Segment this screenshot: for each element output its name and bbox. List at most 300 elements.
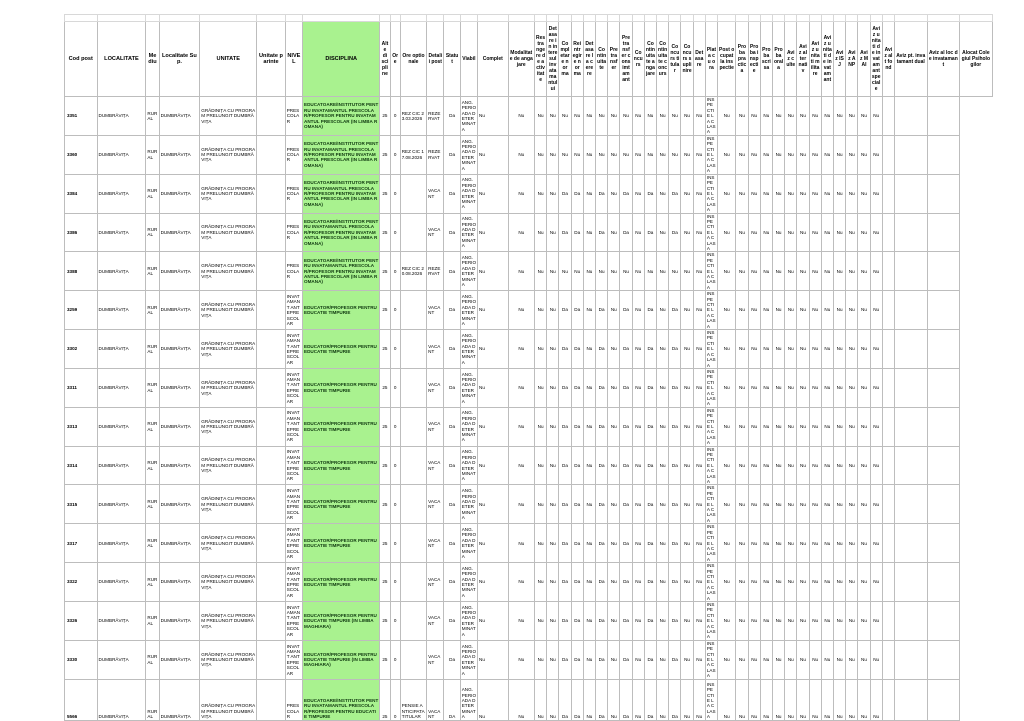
flag-cell: Nu	[846, 330, 858, 369]
flag-cell: Nu	[760, 135, 772, 174]
table-header	[65, 15, 993, 97]
table-cell: Nu	[478, 563, 509, 602]
column-header: Aviz alternativ	[797, 22, 809, 97]
flag-cell: Nu	[534, 97, 546, 136]
flag-cell: Nu	[797, 485, 809, 524]
flag-cell: Nu	[797, 97, 809, 136]
flag-cell: Nu	[657, 485, 669, 524]
flag-cell: Nu	[870, 135, 882, 174]
discipline-cell: EDUCATOR/PROFESOR PENTRU EDUCATIE TIMPURIE	[303, 330, 380, 369]
flag-cell: Nu	[583, 291, 595, 330]
table-cell: RURAL	[146, 524, 159, 563]
table-cell: DUMBRĂVIȚA	[97, 291, 146, 330]
inspection-cell: INSPECTIE LA CLASA	[705, 135, 717, 174]
discipline-cell: EDUCATOR/PROFESOR PENTRU EDUCATIE TIMPURIE	[303, 524, 380, 563]
flag-cell: Nu	[772, 174, 784, 213]
table-cell	[400, 174, 426, 213]
table-cell: Da	[444, 213, 460, 252]
flag-cell: Nu	[657, 213, 669, 252]
flag-cell: Nu	[608, 174, 620, 213]
empty-cell	[927, 174, 960, 213]
flag-cell: Nu	[718, 213, 736, 252]
table-cell: DUMBRĂVIȚA	[97, 640, 146, 679]
flag-cell: Nu	[797, 601, 809, 640]
flag-cell: Da	[669, 563, 681, 602]
table-row	[65, 640, 993, 679]
table-cell: 0	[390, 252, 400, 291]
post-code: 3314	[65, 446, 98, 485]
table-cell: DUMBRĂVIȚA	[97, 485, 146, 524]
flag-cell: Nu	[718, 252, 736, 291]
flag-cell: Nu	[583, 252, 595, 291]
flag-cell: Nu	[736, 330, 748, 369]
flag-cell: Nu	[657, 407, 669, 446]
flag-cell: Nu	[547, 601, 559, 640]
table-cell: Nu	[478, 174, 509, 213]
discipline-cell: EDUCATOARE/INSTITUTOR PENTRU INVATAMANTUL PRESCOLAR/PROFESOR PENTRU EDUCATIE TIMPURIE	[303, 679, 380, 720]
table-cell: Da	[444, 252, 460, 291]
empty-cell	[882, 330, 894, 369]
inspection-cell: INSPECTIE LA CLASA	[705, 213, 717, 252]
flag-cell: Da	[596, 679, 608, 720]
flag-cell: Nu	[760, 174, 772, 213]
table-cell: RURAL	[146, 174, 159, 213]
flag-cell: Nu	[821, 368, 833, 407]
flag-cell: Da	[596, 446, 608, 485]
flag-cell: Nu	[608, 640, 620, 679]
flag-cell: Nu	[772, 524, 784, 563]
column-header: DISCIPLINA	[303, 22, 380, 97]
table-cell: DUMBRĂVIȚA	[159, 252, 200, 291]
flag-cell: Nu	[821, 524, 833, 563]
table-cell: 0	[390, 640, 400, 679]
flag-cell: Nu	[772, 563, 784, 602]
flag-cell: Nu	[870, 407, 882, 446]
flag-cell: Nu	[718, 174, 736, 213]
flag-cell: Nu	[846, 291, 858, 330]
table-cell: VACANT	[427, 291, 444, 330]
table-row	[65, 601, 993, 640]
table-cell: Nu	[478, 213, 509, 252]
flag-cell: Nu	[833, 97, 845, 136]
flag-cell: Nu	[797, 679, 809, 720]
empty-cell	[894, 135, 927, 174]
table-cell: DUMBRĂVIȚA	[97, 407, 146, 446]
flag-cell: Nu	[736, 640, 748, 679]
flag-cell: Nu	[736, 97, 748, 136]
table-cell	[257, 524, 285, 563]
flag-cell: Nu	[736, 563, 748, 602]
empty-cell	[927, 97, 960, 136]
flag-cell: Nu	[681, 640, 693, 679]
flag-cell: Nu	[693, 679, 705, 720]
table-cell: VACANT	[427, 640, 444, 679]
inspection-cell: INSPECTIE LA CLASA	[705, 601, 717, 640]
flag-cell: Da	[620, 213, 632, 252]
column-header: Localitate Sup.	[159, 22, 200, 97]
flag-cell: Nu	[870, 485, 882, 524]
table-cell: 0	[390, 524, 400, 563]
flag-cell: Nu	[508, 368, 534, 407]
flag-cell: Nu	[858, 330, 870, 369]
discipline-cell: EDUCATOARE/INSTITUTOR PENTRU INVATAMANTUL PRESCOLAR/PROFESOR PENTRU INVATAMANTUL PRESCOLAR (IN LIMBA ROMANA)	[303, 213, 380, 252]
flag-cell: Nu	[772, 213, 784, 252]
table-cell: VACANT	[427, 524, 444, 563]
table-cell: VACANT	[427, 213, 444, 252]
column-header: Aviz unitati de invatamant	[821, 22, 833, 97]
flag-cell: Nu	[736, 524, 748, 563]
flag-cell: Nu	[657, 135, 669, 174]
flag-cell: Nu	[858, 407, 870, 446]
flag-cell: Nu	[681, 330, 693, 369]
empty-cell	[894, 679, 927, 720]
table-cell: DUMBRĂVIȚA	[159, 213, 200, 252]
flag-cell: Nu	[657, 330, 669, 369]
table-cell: INVATAMANT ANTEPRESCOLAR	[285, 291, 302, 330]
flag-cell: Nu	[657, 679, 669, 720]
spreadsheet-page	[64, 14, 992, 721]
flag-cell: Nu	[760, 563, 772, 602]
table-cell: ANG. PERIOADA DETERMINATA	[460, 407, 477, 446]
flag-cell: Nu	[693, 368, 705, 407]
flag-cell: Nu	[508, 446, 534, 485]
flag-cell: Nu	[681, 524, 693, 563]
table-cell: 0	[390, 135, 400, 174]
table-cell: ANG. PERIOADA DETERMINATA	[460, 213, 477, 252]
flag-cell: Nu	[559, 97, 571, 136]
flag-cell: Nu	[632, 407, 644, 446]
flag-cell: Nu	[534, 640, 546, 679]
table-cell: RURAL	[146, 485, 159, 524]
flag-cell: Nu	[785, 97, 797, 136]
flag-cell: Nu	[681, 291, 693, 330]
table-cell: DUMBRĂVIȚA	[159, 485, 200, 524]
table-cell	[400, 563, 426, 602]
flag-cell: Nu	[748, 291, 760, 330]
discipline-cell: EDUCATOR/PROFESOR PENTRU EDUCATIE TIMPURIE	[303, 407, 380, 446]
table-cell: Nu	[478, 485, 509, 524]
post-code: 3351	[65, 97, 98, 136]
flag-cell: Nu	[821, 330, 833, 369]
table-cell	[400, 446, 426, 485]
flag-cell: Nu	[846, 601, 858, 640]
post-code: 3313	[65, 407, 98, 446]
flag-cell: Da	[644, 330, 656, 369]
table-cell: 25	[380, 213, 390, 252]
table-cell: GRĂDINIȚA CU PROGRAM PRELUNGIT DUMBRĂVIȚA	[200, 368, 257, 407]
flag-cell: Nu	[632, 135, 644, 174]
empty-cell	[894, 174, 927, 213]
table-cell: DUMBRĂVIȚA	[159, 601, 200, 640]
flag-cell: Nu	[632, 291, 644, 330]
table-cell	[400, 213, 426, 252]
column-header: Ore	[390, 22, 400, 97]
flag-cell: Nu	[797, 135, 809, 174]
inspection-cell: INSPECTIE LA CLASA	[705, 330, 717, 369]
flag-cell: Nu	[547, 563, 559, 602]
table-cell: VACANT	[427, 601, 444, 640]
flag-cell: Nu	[508, 135, 534, 174]
column-header: Aviz culte	[785, 22, 797, 97]
column-header: Continuitate concurs	[657, 22, 669, 97]
post-code: 3326	[65, 601, 98, 640]
flag-cell: Nu	[785, 213, 797, 252]
flag-cell: Nu	[748, 524, 760, 563]
flag-cell: Nu	[821, 640, 833, 679]
table-cell: Nu	[478, 135, 509, 174]
flag-cell: Nu	[870, 679, 882, 720]
flag-cell: Nu	[870, 601, 882, 640]
column-header: Proba inspectie	[748, 22, 760, 97]
table-cell: DUMBRĂVIȚA	[159, 368, 200, 407]
table-cell: PRESCOLAR	[285, 174, 302, 213]
table-cell: DUMBRĂVIȚA	[159, 291, 200, 330]
flag-cell: Nu	[760, 446, 772, 485]
flag-cell: Nu	[693, 330, 705, 369]
flag-cell: Da	[644, 524, 656, 563]
flag-cell: Nu	[821, 601, 833, 640]
table-cell: REZERVAT	[427, 97, 444, 136]
column-header: LOCALITATE	[97, 22, 146, 97]
flag-cell: Nu	[858, 485, 870, 524]
flag-cell: Nu	[508, 213, 534, 252]
inspection-cell: INSPECTIE LA CLASA	[705, 485, 717, 524]
flag-cell: Nu	[693, 485, 705, 524]
discipline-cell: EDUCATOR/PROFESOR PENTRU EDUCATIE TIMPURIE	[303, 368, 380, 407]
empty-cell	[882, 679, 894, 720]
flag-cell: Nu	[534, 485, 546, 524]
flag-cell: Nu	[833, 174, 845, 213]
empty-cell	[894, 97, 927, 136]
flag-cell: Nu	[693, 252, 705, 291]
inspection-cell: INSPECTIE LA CLASA	[705, 291, 717, 330]
table-cell: PRESCOLAR	[285, 97, 302, 136]
flag-cell: Nu	[809, 252, 821, 291]
discipline-cell: EDUCATOR/PROFESOR PENTRU EDUCATIE TIMPURIE	[303, 485, 380, 524]
column-header: Alte discipline	[380, 22, 390, 97]
flag-cell: Nu	[718, 97, 736, 136]
flag-cell: Nu	[508, 640, 534, 679]
flag-cell: Nu	[846, 563, 858, 602]
empty-cell	[894, 252, 927, 291]
flag-cell: Nu	[809, 213, 821, 252]
flag-cell: Nu	[748, 446, 760, 485]
flag-cell: Nu	[681, 213, 693, 252]
flag-cell: Nu	[681, 97, 693, 136]
flag-cell: Da	[620, 563, 632, 602]
flag-cell: Nu	[608, 601, 620, 640]
empty-cell	[882, 135, 894, 174]
flag-cell: Nu	[748, 368, 760, 407]
empty-cell	[927, 524, 960, 563]
flag-cell: Nu	[846, 524, 858, 563]
flag-cell: Nu	[547, 640, 559, 679]
empty-cell	[927, 213, 960, 252]
empty-cell	[927, 640, 960, 679]
flag-cell: Da	[571, 601, 583, 640]
flag-cell: Nu	[632, 174, 644, 213]
flag-cell: Nu	[772, 446, 784, 485]
flag-cell: Nu	[809, 407, 821, 446]
flag-cell: Nu	[718, 524, 736, 563]
flag-cell: Nu	[858, 368, 870, 407]
column-header: UNITATE	[200, 22, 257, 97]
flag-cell: Nu	[748, 135, 760, 174]
flag-cell: Nu	[632, 97, 644, 136]
inspection-cell: INSPECTIE LA CLASA	[705, 97, 717, 136]
flag-cell: Nu	[547, 446, 559, 485]
flag-cell: Da	[669, 213, 681, 252]
flag-cell: Nu	[736, 601, 748, 640]
flag-cell: Da	[559, 640, 571, 679]
flag-cell: Nu	[669, 135, 681, 174]
flag-cell: Nu	[748, 97, 760, 136]
flag-cell: Nu	[571, 97, 583, 136]
flag-cell: Nu	[785, 252, 797, 291]
flag-cell: Nu	[681, 407, 693, 446]
flag-cell: Nu	[772, 135, 784, 174]
posts-table	[64, 14, 993, 721]
flag-cell: Nu	[534, 446, 546, 485]
flag-cell: Nu	[821, 252, 833, 291]
table-cell: 25	[380, 291, 390, 330]
flag-cell: Nu	[681, 446, 693, 485]
table-row	[65, 97, 993, 136]
table-cell: ANG. PERIOADA DETERMINATA	[460, 252, 477, 291]
flag-cell: Nu	[797, 524, 809, 563]
table-cell: VACANT	[427, 174, 444, 213]
post-code: 3311	[65, 368, 98, 407]
flag-cell: Nu	[760, 485, 772, 524]
post-code: 5566	[65, 679, 98, 720]
flag-cell: Nu	[833, 407, 845, 446]
flag-cell: Nu	[547, 368, 559, 407]
table-cell: 0	[390, 213, 400, 252]
flag-cell: Nu	[608, 446, 620, 485]
flag-cell: Nu	[833, 640, 845, 679]
flag-cell: Nu	[846, 97, 858, 136]
flag-cell: Nu	[657, 640, 669, 679]
inspection-cell: INSPECTIE LA CLASA	[705, 407, 717, 446]
flag-cell: Nu	[797, 563, 809, 602]
flag-cell: Nu	[657, 601, 669, 640]
empty-cell	[882, 97, 894, 136]
flag-cell: Nu	[846, 135, 858, 174]
table-cell: PENSIE ANTICIPATA TITULAR	[400, 679, 426, 720]
flag-cell: Nu	[534, 291, 546, 330]
table-cell: 25	[380, 135, 390, 174]
table-cell: DUMBRĂVIȚA	[159, 407, 200, 446]
flag-cell: Da	[596, 213, 608, 252]
flag-cell: Da	[669, 291, 681, 330]
table-cell: GRĂDINIȚA CU PROGRAM PRELUNGIT DUMBRĂVIȚA	[200, 485, 257, 524]
flag-cell: Da	[669, 640, 681, 679]
flag-cell: Nu	[870, 252, 882, 291]
flag-cell: Nu	[508, 97, 534, 136]
column-header: Modalitate de angajare	[508, 22, 534, 97]
flag-cell: Nu	[748, 601, 760, 640]
flag-cell: Nu	[632, 368, 644, 407]
flag-cell: Nu	[797, 291, 809, 330]
table-cell: GRĂDINIȚA CU PROGRAM PRELUNGIT DUMBRĂVIȚA	[200, 252, 257, 291]
table-row	[65, 563, 993, 602]
flag-cell: Da	[571, 291, 583, 330]
table-cell	[257, 252, 285, 291]
table-cell: DUMBRĂVIȚA	[97, 252, 146, 291]
flag-cell: Da	[596, 601, 608, 640]
flag-cell: Nu	[760, 291, 772, 330]
flag-cell: Nu	[681, 679, 693, 720]
post-code: 3360	[65, 135, 98, 174]
table-cell: DUMBRĂVIȚA	[97, 563, 146, 602]
table-cell	[257, 679, 285, 720]
column-header: Detasare	[693, 22, 705, 97]
table-row	[65, 446, 993, 485]
flag-cell: Nu	[858, 291, 870, 330]
table-cell: Da	[444, 174, 460, 213]
flag-cell: Nu	[821, 446, 833, 485]
flag-cell: Nu	[821, 213, 833, 252]
flag-cell: Da	[620, 174, 632, 213]
flag-cell: Nu	[772, 252, 784, 291]
flag-cell: Nu	[833, 446, 845, 485]
empty-cell	[894, 446, 927, 485]
flag-cell: Nu	[583, 524, 595, 563]
flag-cell: Nu	[809, 679, 821, 720]
flag-cell: Nu	[785, 174, 797, 213]
flag-cell: Nu	[809, 330, 821, 369]
table-cell: DUMBRĂVIȚA	[97, 446, 146, 485]
flag-cell: Nu	[681, 174, 693, 213]
flag-cell: Da	[571, 524, 583, 563]
flag-cell: Nu	[632, 213, 644, 252]
flag-cell: Nu	[583, 446, 595, 485]
inspection-cell: INSPECTIE LA CLASA	[705, 563, 717, 602]
flag-cell: Nu	[736, 213, 748, 252]
table-cell	[257, 213, 285, 252]
post-code: 3317	[65, 524, 98, 563]
table-cell: ANG. PERIOADA DETERMINATA	[460, 524, 477, 563]
table-cell: DUMBRĂVIȚA	[97, 330, 146, 369]
flag-cell: Da	[571, 679, 583, 720]
flag-cell: Nu	[508, 563, 534, 602]
flag-cell: Nu	[833, 330, 845, 369]
flag-cell: Nu	[760, 368, 772, 407]
table-cell: INVATAMANT ANTEPRESCOLAR	[285, 640, 302, 679]
flag-cell: Da	[620, 368, 632, 407]
table-cell: GRĂDINIȚA CU PROGRAM PRELUNGIT DUMBRĂVIȚA	[200, 446, 257, 485]
table-row	[65, 213, 993, 252]
flag-cell: Nu	[534, 368, 546, 407]
flag-cell: Da	[559, 407, 571, 446]
column-header: Proba practica	[736, 22, 748, 97]
flag-cell: Da	[620, 446, 632, 485]
flag-cell: Nu	[870, 640, 882, 679]
table-cell: 0	[390, 679, 400, 720]
inspection-cell: INSPECTIE LA CLASA	[705, 640, 717, 679]
flag-cell: Nu	[821, 97, 833, 136]
table-cell: DUMBRĂVIȚA	[159, 135, 200, 174]
flag-cell: Da	[620, 407, 632, 446]
flag-cell: Nu	[718, 601, 736, 640]
flag-cell: Da	[571, 407, 583, 446]
table-cell	[257, 135, 285, 174]
flag-cell: Nu	[772, 407, 784, 446]
table-cell: ANG. PERIOADA DETERMINATA	[460, 291, 477, 330]
table-cell: Da	[444, 563, 460, 602]
flag-cell: Da	[559, 679, 571, 720]
flag-cell: Nu	[797, 252, 809, 291]
